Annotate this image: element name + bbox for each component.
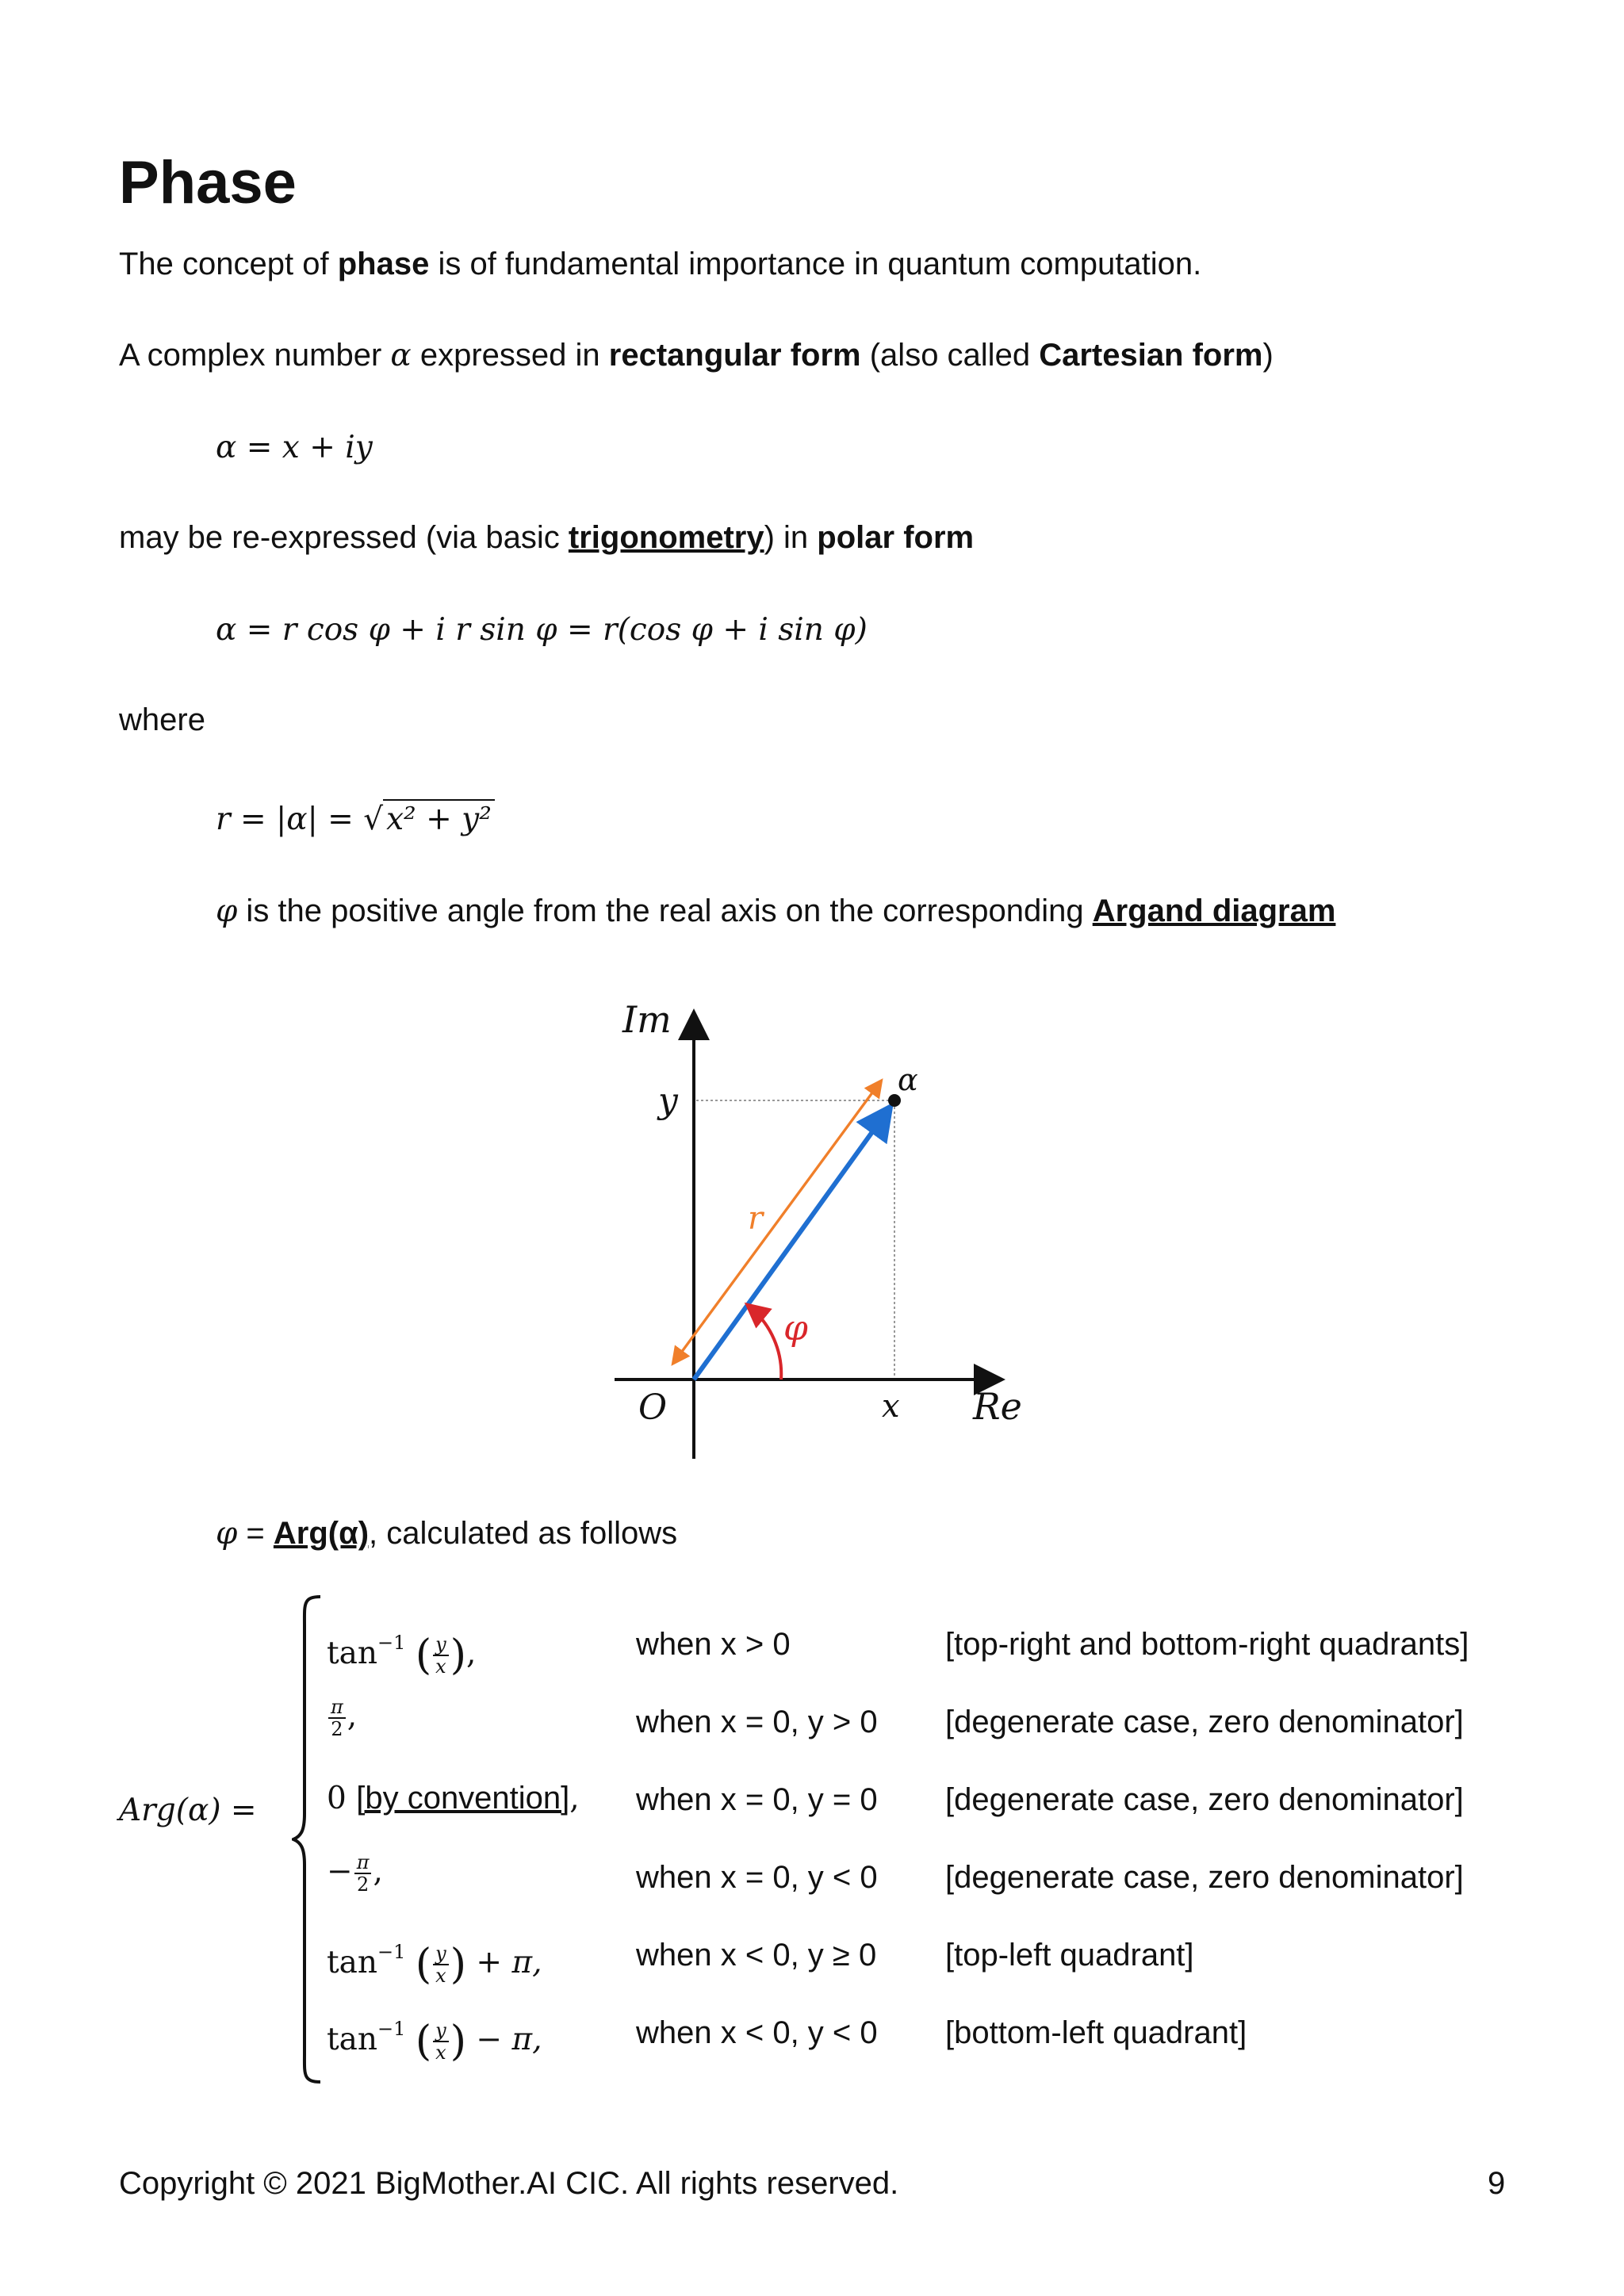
equals-sign: = (237, 1516, 274, 1551)
modulus-radicand: x² + y² (383, 799, 495, 839)
phi-desc-text: is the positive angle from the real axis on the corresponding (237, 894, 1093, 928)
case-note-6: [bottom-left quadrant] (945, 2015, 1247, 2050)
expr-row-1: $\tan^{-1}$ ( $\frac{y}{x}$ ), (327, 1632, 477, 1679)
rect-text: A complex number (119, 338, 391, 373)
expr-row-3: 0 [by convention], (327, 1781, 580, 1816)
expr-row-4: − $\frac{\pi}{2}$ , (327, 1851, 383, 1896)
polar-form-term: polar form (817, 520, 975, 555)
polar-paragraph (119, 519, 974, 557)
r-arrow-upper (682, 1082, 880, 1352)
im-label: Im (622, 998, 672, 1041)
cartesian-form-term: Cartesian form (1039, 338, 1263, 373)
expr-row-6: $\tan^{-1}$ ( $\frac{y}{x}$ ) − π, (327, 2018, 542, 2065)
intro-text: The concept of (119, 247, 338, 281)
arg-definition (216, 1514, 677, 1553)
page-number: 9 (1488, 2166, 1506, 2201)
case-note-3: [degenerate case, zero denominator] (945, 1782, 1464, 1817)
phase-term: phase (337, 247, 430, 281)
rectangular-form-term: rectangular form (608, 338, 861, 373)
arg-link[interactable]: Arg(α) (273, 1516, 370, 1551)
rect-paragraph (119, 336, 1274, 375)
expr-row-5: $\tan^{-1}$ ( $\frac{y}{x}$ ) + π, (327, 1941, 542, 1988)
case-cond-3: when x = 0, y = 0 (636, 1782, 878, 1817)
case-cond-1: when x > 0 (636, 1627, 791, 1662)
arg-lhs: Arg(α) = (119, 1793, 257, 1828)
cases-brace (292, 1594, 324, 2085)
r-label: r (748, 1200, 764, 1237)
modulus-lhs: r = |α| = (216, 802, 364, 837)
where-text: where (119, 702, 205, 737)
trigonometry-link[interactable]: trigonometry (568, 520, 764, 555)
case-cond-4: when x = 0, y < 0 (636, 1860, 878, 1895)
y-label: y (658, 1081, 678, 1121)
phi-arc (749, 1307, 781, 1380)
phi-symbol-2: φ (216, 1516, 238, 1552)
arg-text: , calculated as follows (369, 1516, 678, 1551)
footer-copyright: Copyright © 2021 BigMother.AI CIC. All rights reserved. (119, 2166, 899, 2201)
case-note-1: [top-right and bottom-right quadrants] (945, 1627, 1469, 1662)
rect-text-3: (also called (860, 338, 1040, 373)
x-label: x (882, 1388, 900, 1425)
case-cond-5: when x < 0, y ≥ 0 (636, 1938, 877, 1973)
phi-symbol: φ (216, 894, 238, 929)
equation-polar: α = r cos φ + i r sin φ = r(cos φ + i sin φ) (216, 612, 868, 648)
rect-text-2: expressed in (411, 338, 609, 373)
expr-row-2: $\frac{\pi}{2}$ , (327, 1697, 357, 1739)
case-note-4: [degenerate case, zero denominator] (945, 1860, 1464, 1895)
case-note-5: [top-left quadrant] (945, 1938, 1194, 1973)
re-label: Re (973, 1385, 1022, 1428)
argand-diagram (603, 991, 1047, 1467)
polar-text-2: ) in (764, 520, 818, 555)
equation-modulus: r = |α| = √ x² + y² (216, 799, 495, 839)
equation-rectangular: α = x + iy (216, 430, 373, 465)
page-title: Phase (119, 149, 297, 216)
phi-description (216, 892, 1335, 931)
origin-label: O (638, 1387, 668, 1428)
intro-text-end: is of fundamental importance in quantum computation. (429, 247, 1202, 281)
polar-text: may be re-expressed (via basic (119, 520, 569, 555)
rect-text-end: ) (1262, 338, 1274, 373)
case-note-2: [degenerate case, zero denominator] (945, 1705, 1464, 1739)
case-cond-2: when x = 0, y > 0 (636, 1705, 878, 1739)
argand-diagram-link[interactable]: Argand diagram (1092, 894, 1336, 928)
intro-paragraph (119, 245, 1201, 283)
phi-label: φ (783, 1308, 808, 1349)
alpha-symbol: α (390, 338, 412, 373)
alpha-label: α (898, 1062, 918, 1097)
by-convention-link[interactable]: [by convention] (356, 1781, 570, 1816)
case-cond-6: when x < 0, y < 0 (636, 2015, 878, 2050)
